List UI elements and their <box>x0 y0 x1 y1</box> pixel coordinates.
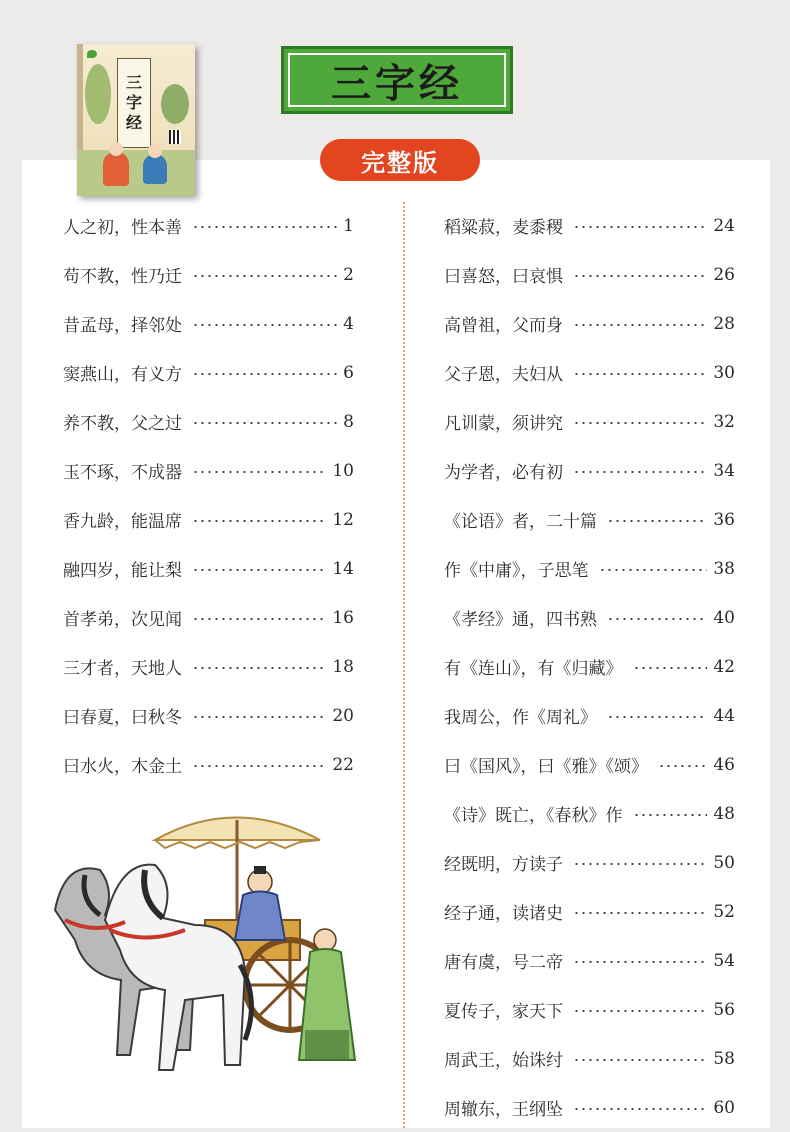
toc-entry[interactable] <box>63 348 354 397</box>
toc-entry-title: 稻粱菽，麦黍稷 <box>444 218 563 238</box>
toc-dot-leader <box>192 275 337 277</box>
toc-entry-page: 34 <box>713 460 735 481</box>
toc-entry-title: 曰水火，木金土 <box>63 757 182 777</box>
cover-title-box <box>117 58 151 148</box>
toc-entry-page: 1 <box>343 215 354 236</box>
toc-dot-leader <box>573 912 707 914</box>
cover-tree <box>161 84 189 124</box>
toc-entry-title: 我周公，作《周礼》 <box>444 708 597 728</box>
toc-entry-page: 14 <box>332 558 354 579</box>
toc-dot-leader <box>573 1059 707 1061</box>
toc-entry-title: 曰春夏，曰秋冬 <box>63 708 182 728</box>
toc-dot-leader <box>573 1108 707 1110</box>
toc-entry-page: 28 <box>713 313 735 334</box>
edition-badge: 完整版 <box>320 139 480 181</box>
toc-entry-page: 44 <box>713 705 735 726</box>
toc-entry[interactable] <box>444 446 735 495</box>
toc-entry[interactable] <box>444 1034 735 1083</box>
toc-dot-leader <box>192 716 326 718</box>
toc-entry[interactable] <box>444 789 735 838</box>
cover-child-figure <box>143 154 167 184</box>
toc-entry-title: 周武王，始诛纣 <box>444 1051 563 1071</box>
toc-dot-leader <box>573 863 707 865</box>
toc-dot-leader <box>633 814 708 816</box>
toc-dot-leader <box>192 765 326 767</box>
toc-dot-leader <box>573 226 707 228</box>
toc-entry[interactable] <box>63 544 354 593</box>
toc-entry[interactable] <box>444 299 735 348</box>
toc-entry-title: 窦燕山，有义方 <box>63 365 182 385</box>
toc-dot-leader <box>573 961 707 963</box>
toc-dot-leader <box>192 373 337 375</box>
servant-figure <box>299 929 355 1060</box>
toc-entry-title: 香九龄，能温席 <box>63 512 182 532</box>
toc-dot-leader <box>573 1010 707 1012</box>
toc-dot-leader <box>192 422 337 424</box>
page-title: 三字经 <box>331 60 463 107</box>
toc-entry-title: 《论语》者，二十篇 <box>444 512 597 532</box>
toc-entry-title: 《诗》既亡，《春秋》作 <box>444 806 623 826</box>
toc-entry-title: 苟不教，性乃迁 <box>63 267 182 287</box>
toc-entry-title: 有《连山》，有《归藏》 <box>444 659 623 679</box>
toc-entry[interactable] <box>63 250 354 299</box>
toc-dot-leader <box>607 520 707 522</box>
toc-dot-leader <box>573 373 707 375</box>
toc-entry[interactable] <box>444 691 735 740</box>
toc-entry-title: 经子通，读诸史 <box>444 904 563 924</box>
toc-entry-page: 54 <box>713 950 735 971</box>
toc-entry-page: 12 <box>332 509 354 530</box>
toc-entry-title: 玉不琢，不成器 <box>63 463 182 483</box>
publisher-logo-icon <box>87 50 97 58</box>
toc-entry-title: 唐有虞，号二帝 <box>444 953 563 973</box>
toc-right-column <box>444 201 735 1132</box>
toc-entry-page: 58 <box>713 1048 735 1069</box>
toc-entry-page: 26 <box>713 264 735 285</box>
toc-entry[interactable] <box>444 201 735 250</box>
toc-entry[interactable] <box>444 985 735 1034</box>
toc-dot-leader <box>192 569 326 571</box>
toc-entry-page: 60 <box>713 1097 735 1118</box>
toc-entry[interactable] <box>444 495 735 544</box>
title-banner <box>281 46 513 114</box>
toc-dot-leader <box>573 324 707 326</box>
toc-entry-page: 18 <box>332 656 354 677</box>
toc-entry[interactable] <box>63 642 354 691</box>
toc-entry[interactable] <box>444 544 735 593</box>
chariot-illustration <box>45 800 365 1100</box>
toc-entry-title: 首孝弟，次见闻 <box>63 610 182 630</box>
toc-entry[interactable] <box>444 1083 735 1132</box>
toc-entry[interactable] <box>63 397 354 446</box>
toc-entry-title: 三才者，天地人 <box>63 659 182 679</box>
toc-dot-leader <box>573 471 707 473</box>
cover-child-head <box>109 142 123 156</box>
toc-entry-title: 经既明，方读子 <box>444 855 563 875</box>
toc-entry-page: 50 <box>713 852 735 873</box>
toc-entry-title: 融四岁，能让梨 <box>63 561 182 581</box>
toc-dot-leader <box>192 324 337 326</box>
toc-entry-page: 2 <box>343 264 354 285</box>
cover-barcode <box>169 130 181 144</box>
toc-entry[interactable] <box>444 593 735 642</box>
cover-ground <box>77 150 195 196</box>
horse-shape <box>55 865 251 1070</box>
toc-entry-title: 昔孟母，择邻处 <box>63 316 182 336</box>
cover-tree <box>85 64 111 124</box>
toc-entry-page: 36 <box>713 509 735 530</box>
toc-entry[interactable] <box>444 838 735 887</box>
toc-entry[interactable] <box>63 201 354 250</box>
toc-entry-page: 40 <box>713 607 735 628</box>
toc-entry-title: 作《中庸》，子思笔 <box>444 561 589 581</box>
cover-child-figure <box>103 152 129 186</box>
toc-entry-title: 为学者，必有初 <box>444 463 563 483</box>
toc-entry[interactable] <box>444 250 735 299</box>
rider-figure <box>235 866 285 940</box>
toc-dot-leader <box>573 422 707 424</box>
column-divider <box>403 202 405 1128</box>
toc-dot-leader <box>658 765 707 767</box>
toc-dot-leader <box>599 569 708 571</box>
cover-child-head <box>148 144 162 158</box>
toc-entry-page: 22 <box>332 754 354 775</box>
toc-entry-page: 20 <box>332 705 354 726</box>
toc-entry-page: 38 <box>713 558 735 579</box>
toc-entry-title: 父子恩，夫妇从 <box>444 365 563 385</box>
toc-entry[interactable] <box>63 446 354 495</box>
toc-entry[interactable] <box>444 642 735 691</box>
toc-entry[interactable] <box>444 936 735 985</box>
cover-title-char: 字 <box>125 93 142 112</box>
toc-entry-title: 凡训蒙，须讲究 <box>444 414 563 434</box>
toc-entry-page: 46 <box>713 754 735 775</box>
toc-dot-leader <box>633 667 708 669</box>
toc-entry-page: 56 <box>713 999 735 1020</box>
toc-entry-title: 养不教，父之过 <box>63 414 182 434</box>
toc-dot-leader <box>192 520 326 522</box>
toc-entry[interactable] <box>63 740 354 789</box>
toc-dot-leader <box>607 716 707 718</box>
toc-entry-page: 42 <box>713 656 735 677</box>
toc-entry-title: 《孝经》通，四书熟 <box>444 610 597 630</box>
toc-dot-leader <box>192 618 326 620</box>
toc-dot-leader <box>192 471 326 473</box>
toc-entry-title: 高曾祖，父而身 <box>444 316 563 336</box>
toc-dot-leader <box>192 226 337 228</box>
toc-entry-page: 24 <box>713 215 735 236</box>
toc-entry[interactable] <box>63 299 354 348</box>
toc-entry[interactable] <box>444 887 735 936</box>
toc-entry-title: 曰喜怒，曰哀惧 <box>444 267 563 287</box>
book-cover-image <box>77 44 195 196</box>
toc-entry-page: 8 <box>343 411 354 432</box>
cover-title-char: 经 <box>125 113 142 132</box>
toc-entry-page: 4 <box>343 313 354 334</box>
toc-entry-page: 30 <box>713 362 735 383</box>
toc-dot-leader <box>192 667 326 669</box>
toc-entry[interactable] <box>63 691 354 740</box>
toc-left-column <box>63 201 354 789</box>
toc-entry-page: 48 <box>713 803 735 824</box>
toc-entry[interactable] <box>444 740 735 789</box>
toc-entry[interactable] <box>63 593 354 642</box>
toc-entry-page: 6 <box>343 362 354 383</box>
toc-dot-leader <box>573 275 707 277</box>
toc-entry-page: 16 <box>332 607 354 628</box>
toc-entry-title: 夏传子，家天下 <box>444 1002 563 1022</box>
toc-entry-title: 周辙东，王纲坠 <box>444 1100 563 1120</box>
toc-entry-page: 10 <box>332 460 354 481</box>
toc-entry-title: 人之初，性本善 <box>63 218 182 238</box>
toc-entry[interactable] <box>63 495 354 544</box>
cover-title-char: 三 <box>125 73 142 92</box>
toc-entry[interactable] <box>444 348 735 397</box>
toc-dot-leader <box>607 618 707 620</box>
toc-entry-page: 52 <box>713 901 735 922</box>
toc-entry-title: 曰《国风》，曰《雅》《颂》 <box>444 757 648 777</box>
toc-entry-page: 32 <box>713 411 735 432</box>
toc-entry[interactable] <box>444 397 735 446</box>
